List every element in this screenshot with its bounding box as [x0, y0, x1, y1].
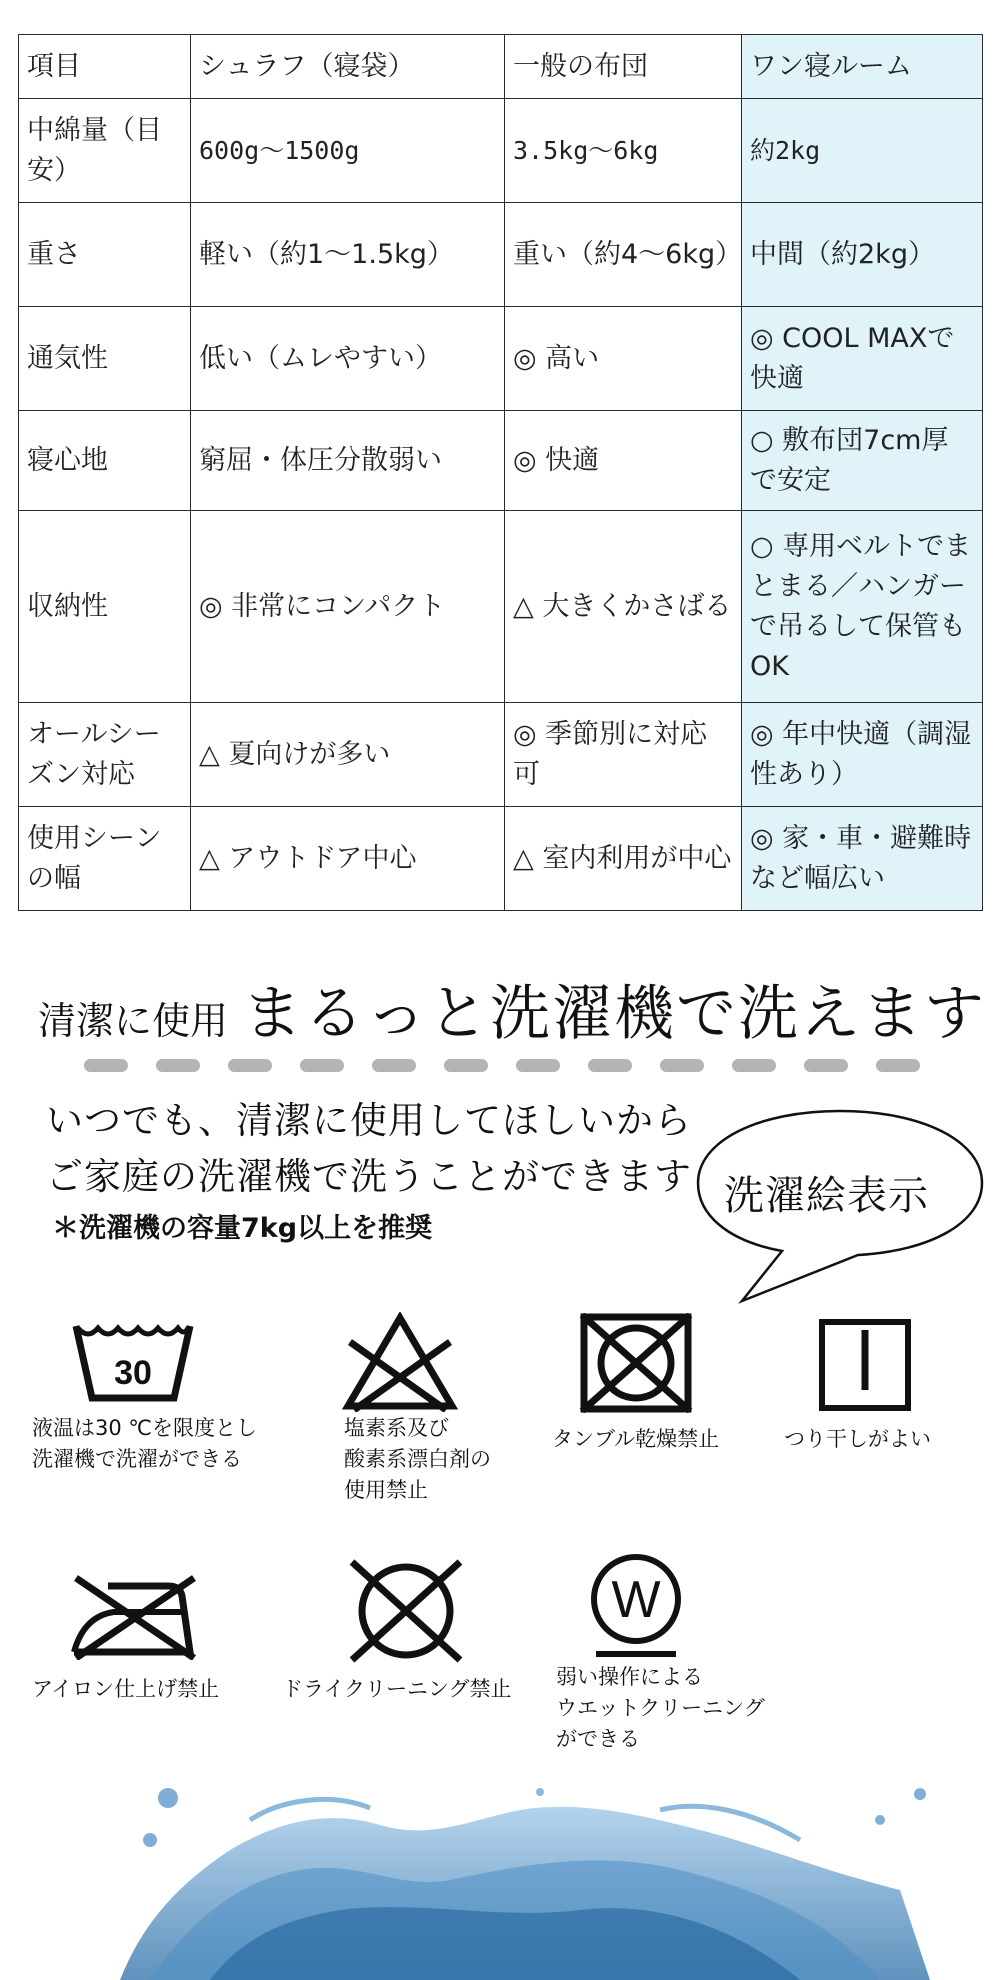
cell: 重い（約4〜6kg） — [505, 203, 742, 307]
cell: 低い（ムレやすい） — [191, 307, 505, 411]
table-row — [19, 703, 983, 807]
row-label: 収納性 — [19, 511, 191, 703]
cell: ◎ 快適 — [505, 411, 742, 511]
table-row — [19, 99, 983, 203]
cell: 3.5kg〜6kg — [505, 99, 742, 203]
cell-highlight: ◎ 家・車・避難時など幅広い — [742, 807, 983, 911]
row-label: 中綿量（目安） — [19, 99, 191, 203]
section-title-small: 清潔に使用 — [38, 999, 229, 1043]
care-label: 弱い操作による ウエットクリーニング ができる — [556, 1665, 765, 1751]
care-label: 塩素系及び 酸素系漂白剤の 使用禁止 — [344, 1416, 491, 1502]
care-label: タンブル乾燥禁止 — [552, 1427, 720, 1451]
cell: △ アウトドア中心 — [191, 807, 505, 911]
cell: ◎ 高い — [505, 307, 742, 411]
row-label: 寝心地 — [19, 411, 191, 511]
table-row — [19, 411, 983, 511]
header-item: 項目 — [19, 35, 191, 99]
row-label: オールシーズン対応 — [19, 703, 191, 807]
water-splash-image — [0, 1780, 1000, 1980]
cell-highlight: 中間（約2kg） — [742, 203, 983, 307]
row-label: 使用シーンの幅 — [19, 807, 191, 911]
bubble-text: 洗濯絵表示 — [724, 1173, 929, 1219]
row-label: 通気性 — [19, 307, 191, 411]
intro-line-2: ご家庭の洗濯機で洗うことができます — [46, 1155, 692, 1198]
wash-30-icon — [72, 1318, 194, 1404]
svg-text:30: 30 — [114, 1354, 152, 1392]
cell-highlight: ◎ 年中快適（調湿性あり） — [742, 703, 983, 807]
table-row — [19, 511, 983, 703]
no-bleach-icon — [340, 1312, 460, 1412]
capacity-note: ＊洗濯機の容量7kg以上を推奨 — [52, 1213, 433, 1244]
line-dry-icon — [818, 1318, 912, 1412]
cell-highlight: ◎ COOL MAXで快適 — [742, 307, 983, 411]
no-tumble-dry-icon — [578, 1313, 694, 1413]
care-label: つり干しがよい — [784, 1427, 931, 1451]
cell: △ 室内利用が中心 — [505, 807, 742, 911]
dashed-divider — [84, 1059, 920, 1072]
cell-highlight: 約2kg — [742, 99, 983, 203]
cell: ◎ 季節別に対応可 — [505, 703, 742, 807]
cell: △ 夏向けが多い — [191, 703, 505, 807]
cell: △ 大きくかさばる — [505, 511, 742, 703]
svg-text:W: W — [611, 1571, 661, 1629]
comparison-table — [18, 34, 983, 911]
table-row — [19, 307, 983, 411]
table-header-row — [19, 35, 983, 99]
care-label: ドライクリーニング禁止 — [282, 1677, 512, 1701]
cell: 軽い（約1〜1.5kg） — [191, 203, 505, 307]
gentle-wet-clean-icon — [586, 1553, 686, 1659]
cell: 窮屈・体圧分散弱い — [191, 411, 505, 511]
header-product: ワン寝ルーム — [742, 35, 983, 99]
cell-highlight: ○ 専用ベルトでまとまる／ハンガーで吊るして保管もOK — [742, 511, 983, 703]
cell-highlight: ○ 敷布団7cm厚で安定 — [742, 411, 983, 511]
cell: 600g〜1500g — [191, 99, 505, 203]
intro-line-1: いつでも、清潔に使用してほしいから — [46, 1099, 692, 1142]
care-label: アイロン仕上げ禁止 — [32, 1677, 220, 1701]
no-dry-clean-icon — [346, 1558, 466, 1664]
header-futon: 一般の布団 — [505, 35, 742, 99]
table-row — [19, 807, 983, 911]
cell: ◎ 非常にコンパクト — [191, 511, 505, 703]
table-row — [19, 203, 983, 307]
no-iron-icon — [70, 1572, 200, 1660]
row-label: 重さ — [19, 203, 191, 307]
section-title: まるっと洗濯機で洗えます — [242, 979, 986, 1049]
care-label: 液温は30 ℃を限度とし 洗濯機で洗濯ができる — [32, 1416, 257, 1471]
header-sleeping-bag: シュラフ（寝袋） — [191, 35, 505, 99]
